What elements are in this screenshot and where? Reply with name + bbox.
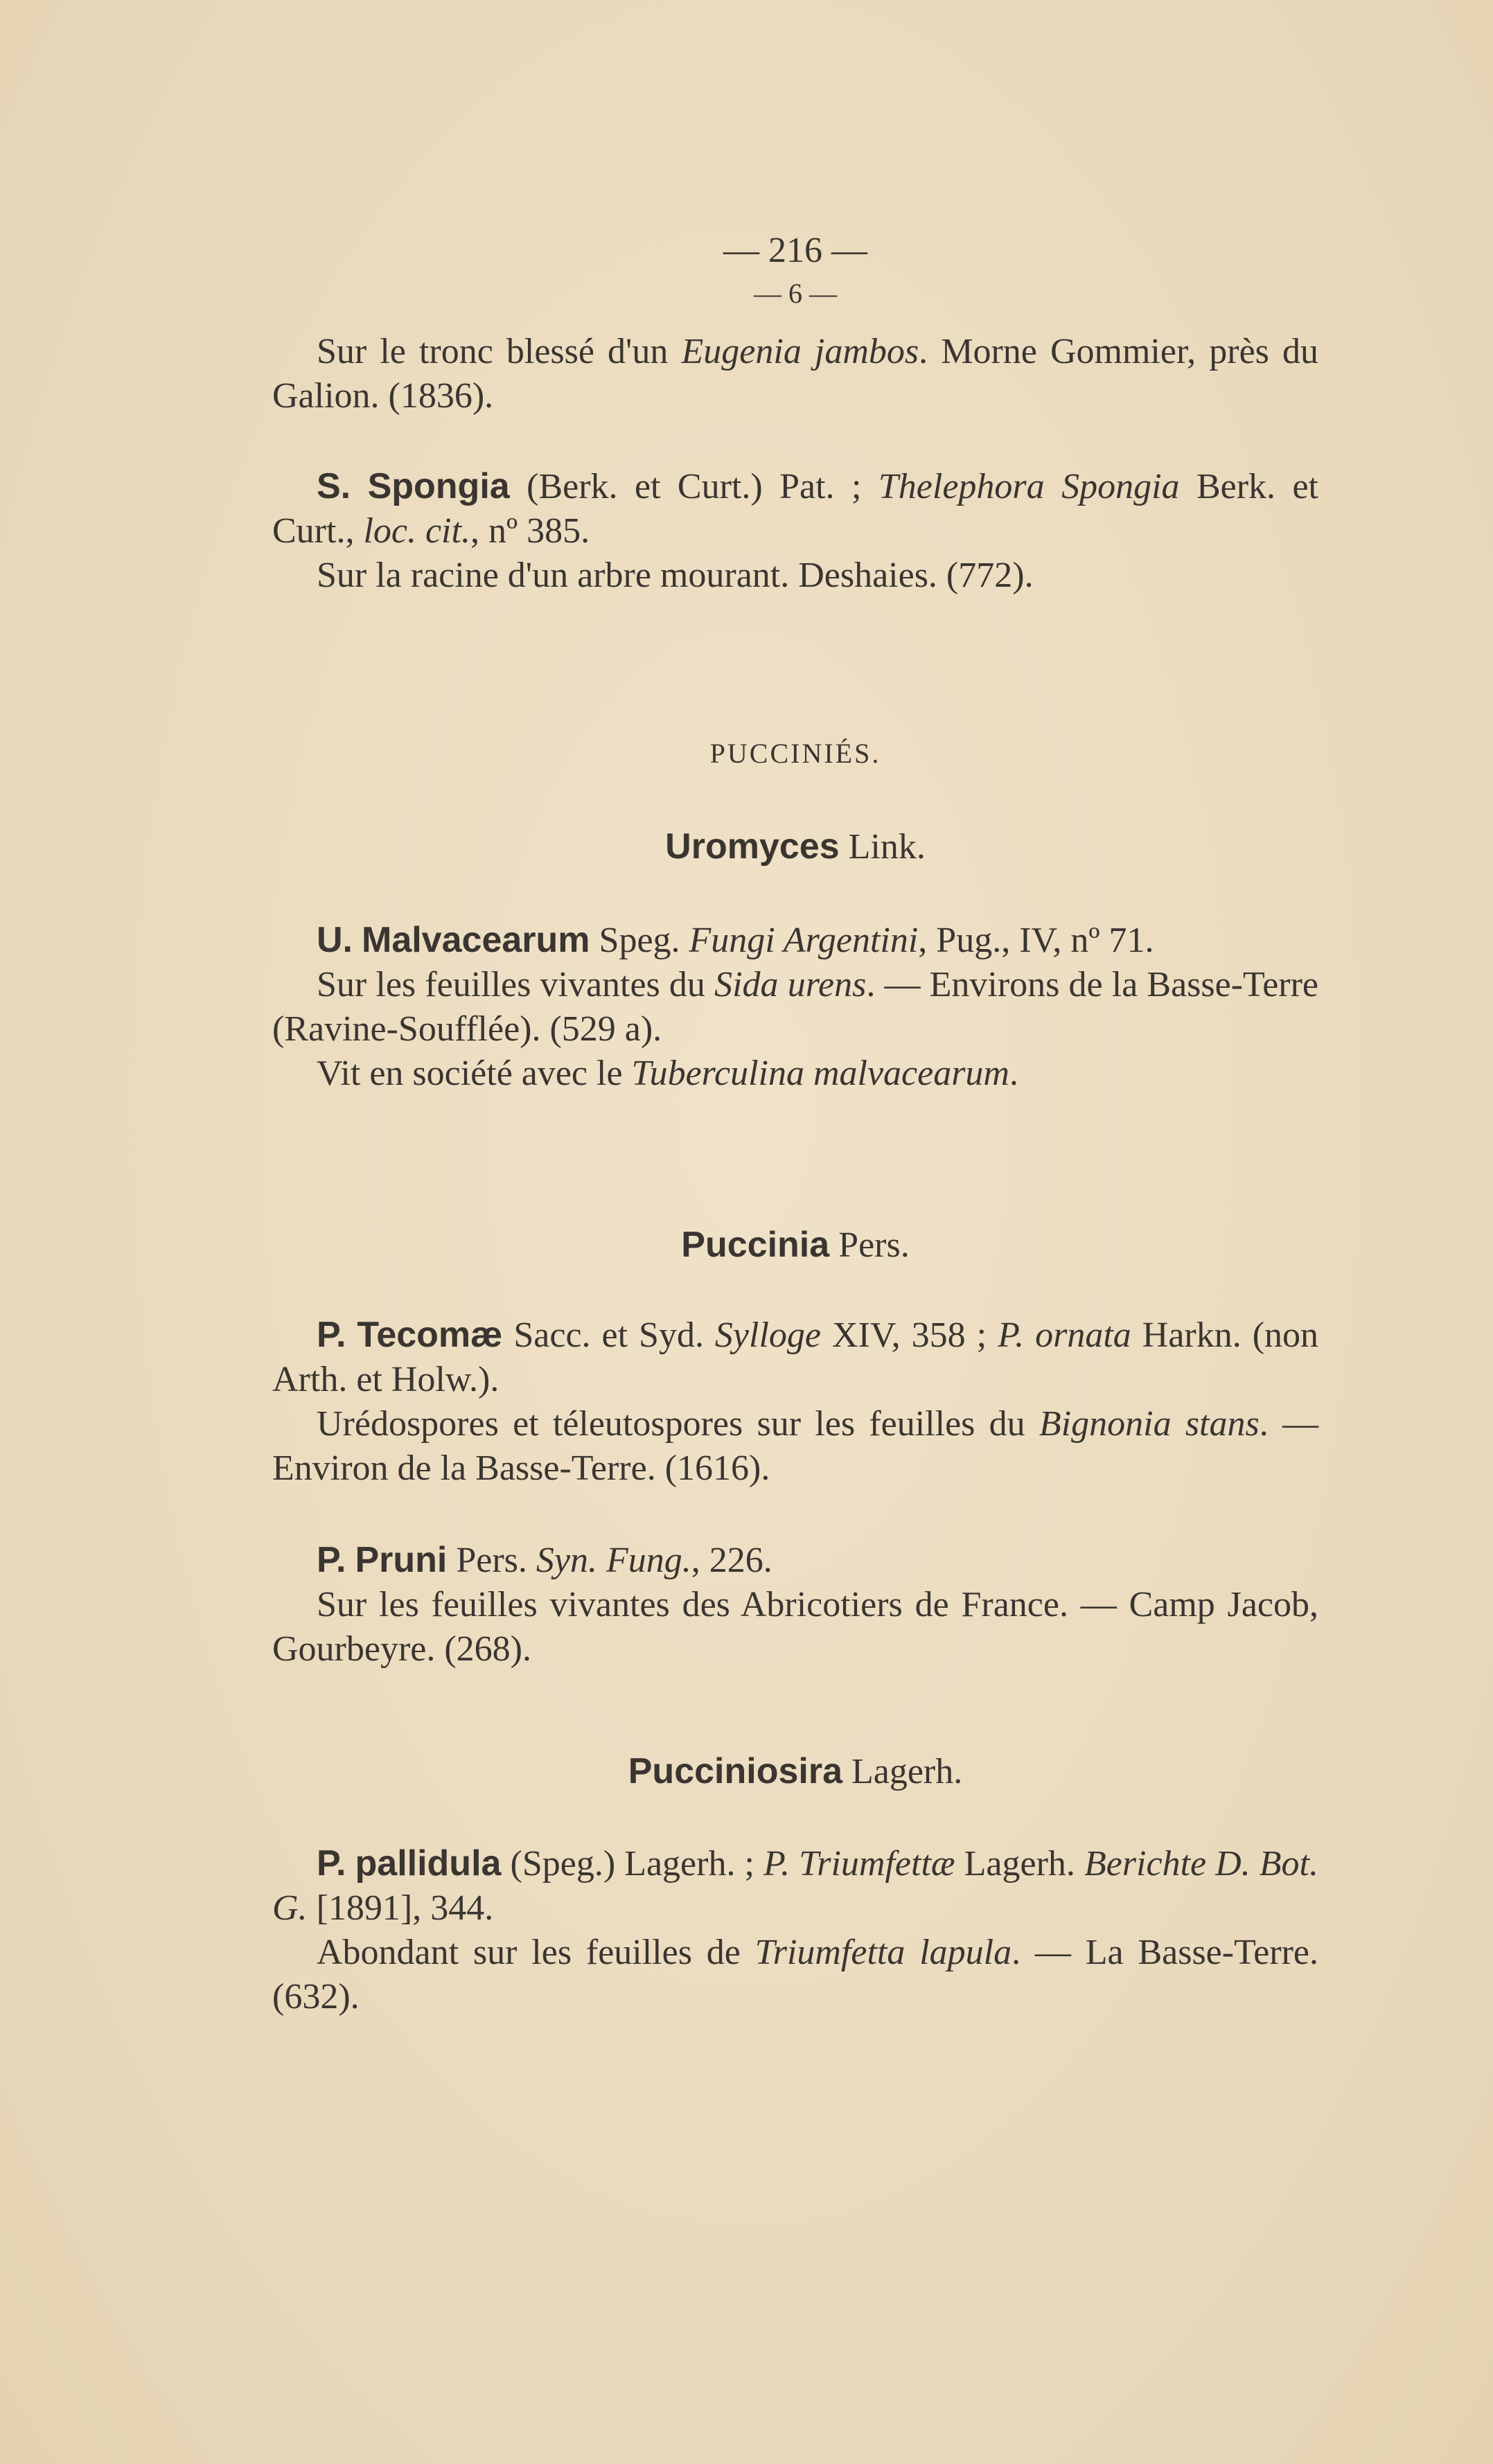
reference-italic: Fungi Argentini xyxy=(689,921,919,960)
species-name: pallidula xyxy=(355,1843,502,1884)
entry-pallidula xyxy=(272,1841,1318,2019)
species-name: Tecomæ xyxy=(357,1315,503,1355)
text: XIV, 358 ; xyxy=(820,1315,998,1355)
text: Urédospores et téleutospores sur les feuilles du xyxy=(317,1404,1039,1444)
text: , 226. xyxy=(691,1541,772,1580)
entry-spongia xyxy=(272,464,1318,598)
text: Abondant sur les feuilles de xyxy=(317,1933,755,1972)
text: Berk. et Curt., xyxy=(272,467,1319,551)
genus-name: Pucciniosira xyxy=(628,1751,842,1791)
habitat-paragraph: Sur les feuilles vivantes des Abricotiers de France. — Camp Jacob, Gourbeyre. (268). xyxy=(272,1585,1318,1669)
society-paragraph xyxy=(272,1052,1318,1096)
habitat-paragraph xyxy=(272,330,1318,418)
genus-heading-uromyces xyxy=(272,824,1318,869)
text: [1891], 344. xyxy=(307,1888,494,1928)
species-heading xyxy=(272,1841,1318,1931)
text: . — Environ de la Basse-Terre. (1616). xyxy=(272,1404,1319,1488)
text: Lagerh. xyxy=(955,1844,1084,1884)
genus-name: Uromyces xyxy=(665,826,840,867)
synonym-italic: P. Triumfettæ xyxy=(763,1844,955,1884)
species-italic: Tuberculina malvacearum xyxy=(631,1054,1009,1093)
genus-name: Puccinia xyxy=(681,1225,830,1265)
habitat-paragraph xyxy=(272,1402,1318,1491)
species-italic: Sida urens xyxy=(714,965,867,1004)
author: Pers. xyxy=(447,1541,536,1580)
reference-italic: Berichte D. Bot. G. xyxy=(272,1844,1319,1928)
author: Lagerh. xyxy=(851,1752,963,1791)
sub-page-number: — 6 — xyxy=(754,278,837,309)
author: (Speg.) Lagerh. ; xyxy=(501,1844,764,1884)
entry-malvacearum xyxy=(272,918,1318,1096)
genus-abbrev: P. xyxy=(317,1843,346,1884)
author: Link. xyxy=(848,827,926,867)
text: . — La Basse-Terre. (632). xyxy=(272,1933,1318,2017)
family-heading: PUCCINIÉS. xyxy=(709,738,881,769)
text: . — Environs de la Basse-Terre (Ravine-Soufflée). (529 a). xyxy=(272,965,1318,1049)
text: . Morne Gommier, près du Galion. (1836). xyxy=(272,332,1318,416)
text: Sur le tronc blessé d'un xyxy=(317,332,682,371)
habitat-paragraph xyxy=(272,963,1318,1052)
author: Sacc. et Syd. xyxy=(502,1315,715,1355)
species-heading xyxy=(272,1538,1318,1583)
synonym-italic: P. ornata xyxy=(998,1315,1131,1355)
text: , nº 385. xyxy=(470,511,590,551)
genus-abbrev: P. xyxy=(317,1315,346,1355)
author: (Berk. et Curt.) Pat. ; xyxy=(527,467,878,506)
genus-heading-pucciniosira xyxy=(272,1749,1318,1794)
habitat-paragraph xyxy=(272,1931,1318,2019)
text: Harkn. (non Arth. et Holw.). xyxy=(272,1315,1319,1399)
entry-eugenia xyxy=(272,330,1318,418)
species-italic: Eugenia jambos xyxy=(681,332,919,371)
species-heading xyxy=(272,918,1318,963)
species-heading xyxy=(272,1313,1318,1402)
species-name: Spongia xyxy=(367,466,510,506)
species-name: Pruni xyxy=(355,1540,448,1580)
species-italic: Bignonia stans xyxy=(1039,1404,1260,1444)
page-number: — 216 — xyxy=(723,231,867,270)
genus-abbrev: P. xyxy=(317,1540,346,1580)
text: . xyxy=(1009,1054,1018,1093)
genus-abbrev: U. xyxy=(317,920,353,960)
reference-italic: Syn. Fung. xyxy=(536,1541,691,1580)
species-heading xyxy=(272,464,1318,553)
text: Sur les feuilles vivantes du xyxy=(317,965,715,1004)
habitat-paragraph: Sur la racine d'un arbre mourant. Deshaies. (772). xyxy=(317,556,1034,595)
genus-heading-puccinia xyxy=(272,1223,1318,1268)
genus-abbrev: S. xyxy=(317,466,351,506)
reference-italic: loc. cit. xyxy=(363,511,470,551)
text: Vit en société avec le xyxy=(317,1054,632,1093)
text: , Pug., IV, nº 71. xyxy=(918,921,1154,960)
synonym-italic: Thelephora Spongia xyxy=(878,467,1180,506)
entry-tecomae xyxy=(272,1313,1318,1491)
author: Pers. xyxy=(838,1225,910,1265)
author: Speg. xyxy=(590,921,689,960)
entry-pruni xyxy=(272,1538,1318,1672)
reference-italic: Sylloge xyxy=(714,1315,821,1355)
species-name: Malvacearum xyxy=(362,920,590,960)
species-italic: Triumfetta lapula xyxy=(754,1933,1012,1972)
